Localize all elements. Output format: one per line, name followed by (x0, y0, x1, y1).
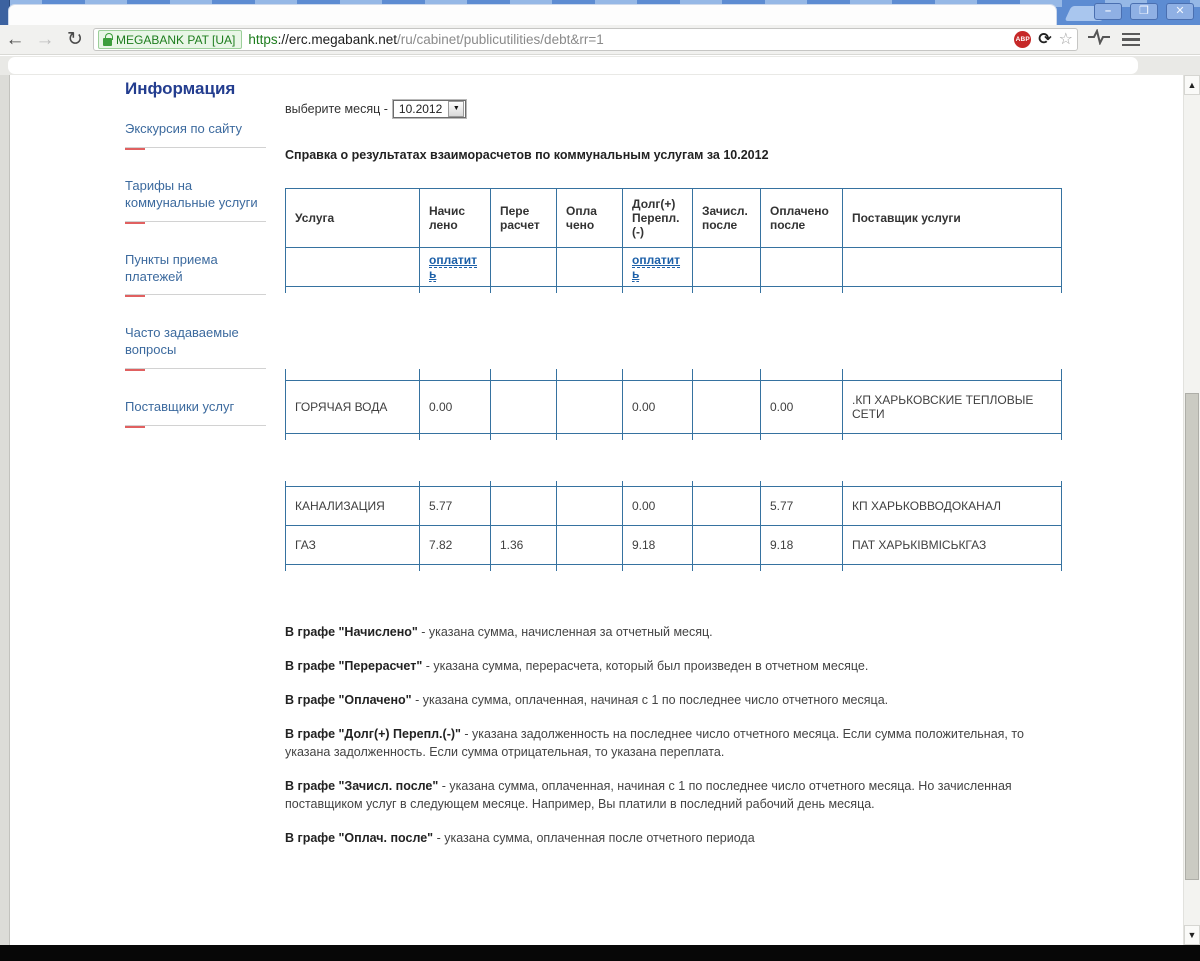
ev-badge-label: MEGABANK PAT [UA] (116, 32, 236, 47)
column-explanations (285, 623, 1061, 848)
pay-link-debt[interactable]: оплатить (632, 253, 681, 281)
col-service: Услуга (286, 189, 420, 248)
tab-strip (0, 0, 1200, 25)
cell-service: ГОРЯЧАЯ ВОДА (286, 381, 420, 434)
restore-button[interactable]: ❐ (1130, 3, 1158, 20)
col-accrued: Начис лено (420, 189, 491, 248)
scroll-down-icon[interactable]: ▼ (1184, 925, 1200, 945)
cell-recalc (491, 487, 557, 526)
sidebar-item-providers[interactable]: Поставщики услуг (125, 399, 266, 426)
pay-links-row (286, 248, 1062, 287)
cell-paid-after: 0.00 (761, 381, 843, 434)
active-tab[interactable] (8, 4, 1057, 25)
cell-paid (557, 526, 623, 565)
report-table-header (285, 188, 1062, 293)
cell-provider: .КП ХАРЬКОВСКИЕ ТЕПЛОВЫЕ СЕТИ (843, 381, 1062, 434)
col-paid: Опла чено (557, 189, 623, 248)
cell-paid (557, 487, 623, 526)
bottom-black-bar (0, 945, 1200, 961)
vertical-scrollbar[interactable] (1183, 75, 1200, 945)
sidebar-item-site-tour[interactable]: Экскурсия по сайту (125, 121, 266, 148)
month-select-label: выберите месяц - (285, 102, 388, 116)
cell-debt: 0.00 (623, 487, 693, 526)
month-select-row (285, 100, 1061, 118)
note-recalc: В графе "Перерасчет" - указана сумма, перерасчета, который был произведен в отчетном месяце. (285, 658, 869, 673)
bookmark-star-icon[interactable]: ☆ (1058, 31, 1073, 48)
browser-toolbar (0, 25, 1200, 55)
sidebar (125, 79, 266, 456)
reload-icon[interactable]: ↻ (67, 28, 83, 50)
ev-certificate-badge[interactable] (98, 30, 242, 49)
scroll-up-icon[interactable]: ▲ (1184, 75, 1200, 95)
note-paid: В графе "Оплачено" - указана сумма, оплаченная, начиная с 1 по последнее число отчетного месяца. (285, 692, 889, 707)
col-paid-after: Оплачено после (761, 189, 843, 248)
col-debt: Долг(+) Перепл. (-) (623, 189, 693, 248)
cell-recalc (491, 381, 557, 434)
month-select-value: 10.2012 (398, 102, 443, 116)
sidebar-item-tariffs[interactable]: Тарифы на коммунальные услуги (125, 178, 266, 222)
close-button[interactable]: ✕ (1166, 3, 1194, 20)
window-edge (0, 75, 10, 945)
col-recalc: Пере расчет (491, 189, 557, 248)
cell-service: ГАЗ (286, 526, 420, 565)
back-icon[interactable]: ← (5, 28, 25, 50)
cell-paid-after: 5.77 (761, 487, 843, 526)
col-credited-after: Зачисл. после (693, 189, 761, 248)
cell-debt: 9.18 (623, 526, 693, 565)
main-content (285, 100, 1061, 864)
menu-icon[interactable] (1122, 30, 1140, 50)
cell-service: КАНАЛИЗАЦИЯ (286, 487, 420, 526)
scrollbar-thumb[interactable] (1185, 393, 1199, 880)
sidebar-item-payment-points[interactable]: Пункты приема платежей (125, 252, 266, 296)
cell-credited-after (693, 526, 761, 565)
pulse-extension-icon[interactable] (1088, 29, 1110, 50)
address-bar[interactable] (93, 28, 1078, 51)
cell-provider: КП ХАРЬКОВВОДОКАНАЛ (843, 487, 1062, 526)
adblock-icon[interactable]: ABP (1014, 31, 1031, 48)
forward-icon[interactable]: → (35, 28, 55, 50)
page-top-strip (0, 56, 1200, 75)
table-stub (286, 369, 1062, 381)
blank-header-bar (8, 57, 1138, 74)
url-text[interactable] (248, 32, 1014, 47)
omnibox-icons (1014, 31, 1073, 48)
sidebar-item-faq[interactable]: Часто задаваемые вопросы (125, 325, 266, 369)
cell-debt: 0.00 (623, 381, 693, 434)
note-accrued: В графе "Начислено" - указана сумма, начисленная за отчетный месяц. (285, 624, 713, 639)
page-viewport (0, 75, 1200, 945)
sidebar-heading: Информация (125, 79, 236, 98)
report-table-fragment-a (285, 369, 1062, 440)
url-path: /ru/cabinet/publicutilities/debt&rr=1 (396, 32, 604, 47)
table-stub (286, 434, 1062, 440)
cell-paid (557, 381, 623, 434)
cell-provider: ПАТ ХАРЬКІВМІСЬКГАЗ (843, 526, 1062, 565)
cell-accrued: 5.77 (420, 487, 491, 526)
table-stub (286, 565, 1062, 571)
table-header-row (286, 189, 1062, 248)
month-select[interactable] (393, 100, 466, 118)
table-row (286, 487, 1062, 526)
report-title: Справка о результатах взаиморасчетов по коммунальным услугам за 10.2012 (285, 148, 769, 162)
cell-accrued: 7.82 (420, 526, 491, 565)
window-controls (1094, 3, 1194, 20)
note-debt: В графе "Долг(+) Перепл.(-)" - указана задолженность на последнее число отчетного месяца. Если сумма положительная, то указана задолженность. Если сумма отрицательная, то указана переплата. (285, 726, 1024, 759)
table-stub (286, 287, 1062, 293)
cell-accrued: 0.00 (420, 381, 491, 434)
cell-credited-after (693, 381, 761, 434)
col-provider: Поставщик услуги (843, 189, 1062, 248)
cell-paid-after: 9.18 (761, 526, 843, 565)
table-row (286, 526, 1062, 565)
extension-sync-icon[interactable]: ⟳ (1038, 31, 1052, 48)
report-table-fragment-b (285, 481, 1062, 571)
lock-icon (103, 38, 112, 46)
note-paid-after: В графе "Оплач. после" - указана сумма, оплаченная после отчетного периода (285, 831, 755, 846)
minimize-button[interactable]: – (1094, 3, 1122, 20)
chevron-down-icon[interactable]: ▼ (448, 101, 464, 117)
table-row (286, 381, 1062, 434)
url-scheme: https (248, 32, 278, 47)
note-credited-after: В графе "Зачисл. после" - указана сумма, оплаченная, начиная с 1 по последнее число отчетного месяца. Но зачисленная поставщиком услуг в следующем месяце. Например, Вы платили в последний рабочий день месяца. (285, 779, 1012, 812)
url-host: ://erc.megabank.net (277, 32, 397, 47)
cell-credited-after (693, 487, 761, 526)
pay-link-accrued[interactable]: оплатить (429, 253, 478, 281)
cell-recalc: 1.36 (491, 526, 557, 565)
